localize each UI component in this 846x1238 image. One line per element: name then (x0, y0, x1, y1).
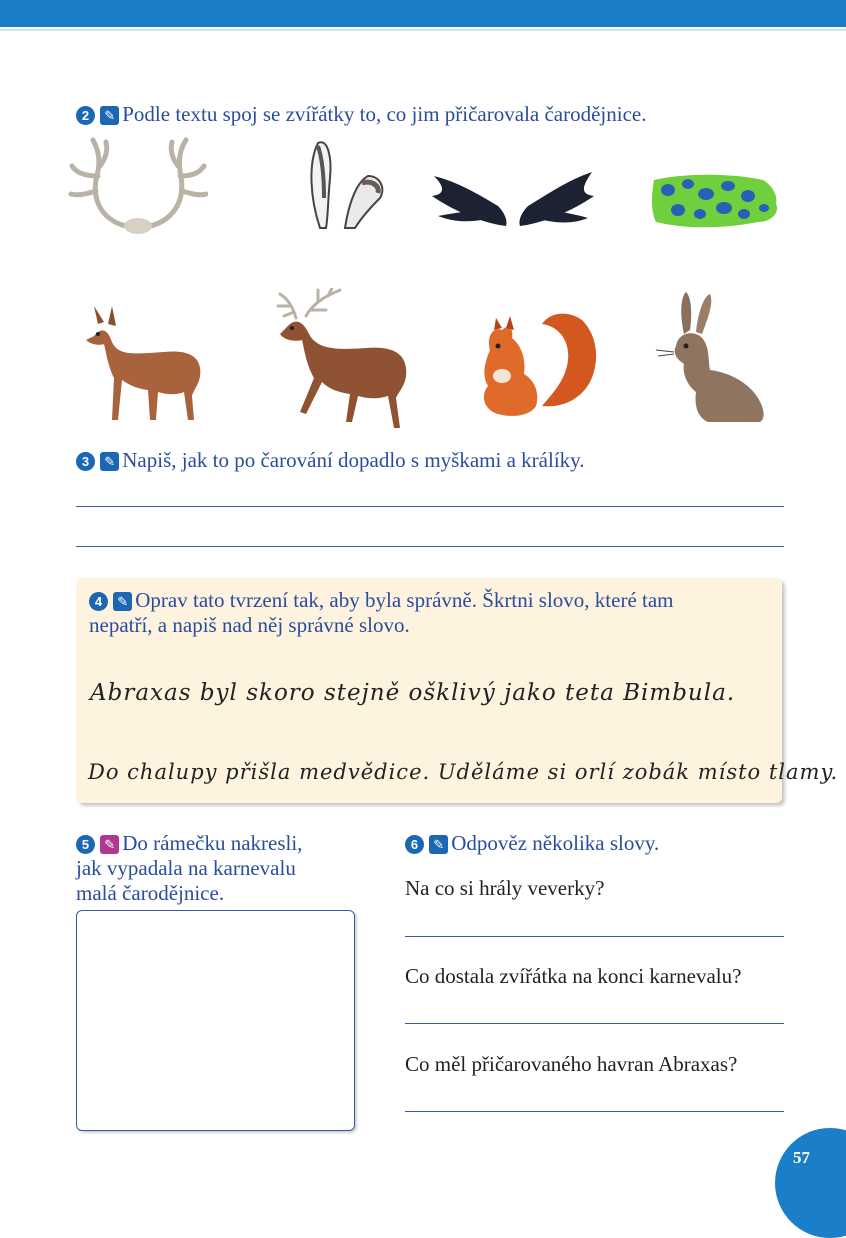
task-number-badge: 4 (89, 592, 108, 611)
squirrel-image (472, 310, 604, 422)
task-number-badge: 2 (76, 106, 95, 125)
task-5-line1: Do rámečku nakresli, (122, 831, 303, 855)
cursive-sentence-1[interactable]: Abraxas byl skoro stejně ošklivý jako teta Bimbula. (90, 680, 736, 706)
answer-line[interactable] (405, 1111, 784, 1112)
wings-image (428, 166, 598, 238)
cursive-sentence-2[interactable]: Do chalupy přišla medvědice. Uděláme si orlí zobák místo tlamy. (88, 760, 839, 784)
page-number: 57 (793, 1148, 810, 1167)
task-4-line2: nepatří, a napiš nad něj správné slovo. (89, 613, 410, 637)
pencil-icon: ✎ (100, 106, 119, 125)
task-4-heading (89, 589, 674, 612)
hare-image (648, 290, 772, 426)
task-6-heading (405, 832, 659, 855)
question-2: Co dostala zvířátka na konci karnevalu? (405, 964, 742, 988)
pencil-icon: ✎ (100, 452, 119, 471)
answer-line[interactable] (405, 1023, 784, 1024)
task-3-heading (76, 449, 585, 472)
task-number-badge: 5 (76, 835, 95, 854)
task-2-heading (76, 103, 647, 126)
pencil-icon: ✎ (429, 835, 448, 854)
answer-line[interactable] (76, 506, 784, 507)
header-bar (0, 0, 846, 27)
task-5-heading (76, 832, 302, 855)
answer-line[interactable] (405, 936, 784, 937)
drawing-frame[interactable] (76, 910, 355, 1131)
stag-image (266, 288, 418, 432)
task-2-text: Podle textu spoj se zvířátky to, co jim přičarovala čarodějnice. (122, 102, 647, 126)
task-4-line1: Oprav tato tvrzení tak, aby byla správně. Škrtni slovo, které tam (135, 588, 674, 612)
task-5-line2: jak vypadala na karnevalu (76, 856, 296, 880)
task-number-badge: 3 (76, 452, 95, 471)
task-5-line3: malá čarodějnice. (76, 881, 225, 905)
question-1: Na co si hrály veverky? (405, 876, 605, 900)
question-3: Co měl přičarovaného havran Abraxas? (405, 1052, 738, 1076)
doe-image (74, 296, 214, 424)
spotted-fur-image (648, 170, 782, 232)
task-6-text: Odpověz několika slovy. (451, 831, 660, 855)
hare-ears-image (300, 138, 392, 230)
colored-pencil-icon: ✎ (100, 835, 119, 854)
task-3-text: Napiš, jak to po čarování dopadlo s myškami a králíky. (122, 448, 585, 472)
header-divider (0, 29, 846, 31)
pencil-icon: ✎ (113, 592, 132, 611)
answer-line[interactable] (76, 546, 784, 547)
page-number-badge (775, 1128, 846, 1238)
task-number-badge: 6 (405, 835, 424, 854)
antlers-image (68, 136, 208, 236)
